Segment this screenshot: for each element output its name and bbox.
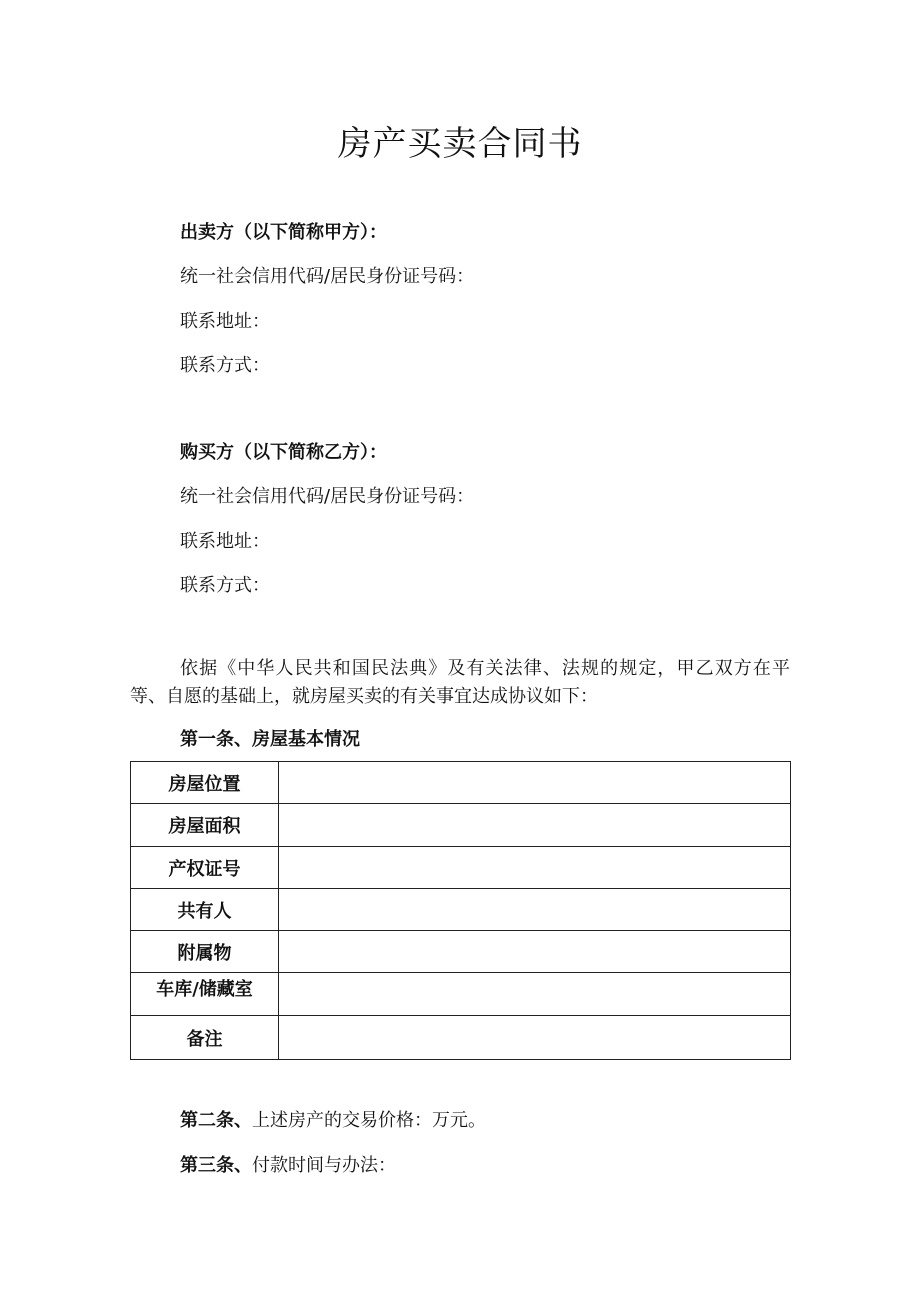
row-label-garage-storage: 车库/储藏室 [131, 973, 279, 1016]
row-value-remarks [279, 1016, 791, 1060]
preamble-paragraph: 依据《中华人民共和国民法典》及有关法律、法规的规定，甲乙双方在平等、自愿的基础上，就房屋买卖的有关事宜达成协议如下： [130, 658, 790, 707]
article1-heading: 第一条、房屋基本情况 [180, 729, 360, 750]
seller-credit-code-label: 统一社会信用代码/居民身份证号码： [180, 266, 475, 287]
row-value-co-owner [279, 889, 791, 931]
row-value-attachments [279, 931, 791, 973]
row-label-co-owner: 共有人 [131, 889, 279, 931]
buyer-credit-code-label: 统一社会信用代码/居民身份证号码： [180, 486, 475, 507]
row-value-title-number [279, 847, 791, 889]
buyer-contact-label: 联系方式： [180, 575, 270, 596]
buyer-address-label: 联系地址： [180, 531, 270, 552]
article3-text: 付款时间与办法： [252, 1155, 396, 1176]
table-row [131, 1016, 791, 1060]
seller-contact-label: 联系方式： [180, 355, 270, 376]
seller-heading: 出卖方（以下简称甲方）： [180, 222, 387, 243]
article2 [180, 1108, 486, 1134]
property-info-table [130, 761, 791, 1060]
table-row [131, 973, 791, 1016]
row-value-garage-storage [279, 973, 791, 1016]
row-label-remarks: 备注 [131, 1016, 279, 1060]
row-label-title-number: 产权证号 [131, 847, 279, 889]
article2-text: 上述房产的交易价格：万元。 [252, 1110, 486, 1131]
article3-heading: 第三条、 [180, 1155, 252, 1176]
table-row [131, 889, 791, 931]
table-row [131, 931, 791, 973]
row-label-attachments: 附属物 [131, 931, 279, 973]
table-row [131, 804, 791, 847]
row-value-location [279, 762, 791, 804]
seller-address-label: 联系地址： [180, 311, 270, 332]
article3 [180, 1153, 396, 1179]
row-label-location: 房屋位置 [131, 762, 279, 804]
table-row [131, 762, 791, 804]
article2-heading: 第二条、 [180, 1110, 252, 1131]
row-label-area: 房屋面积 [131, 804, 279, 847]
row-value-area [279, 804, 791, 847]
table-row [131, 847, 791, 889]
buyer-heading: 购买方（以下简称乙方）： [180, 442, 387, 463]
page-title: 房产买卖合同书 [337, 124, 583, 164]
